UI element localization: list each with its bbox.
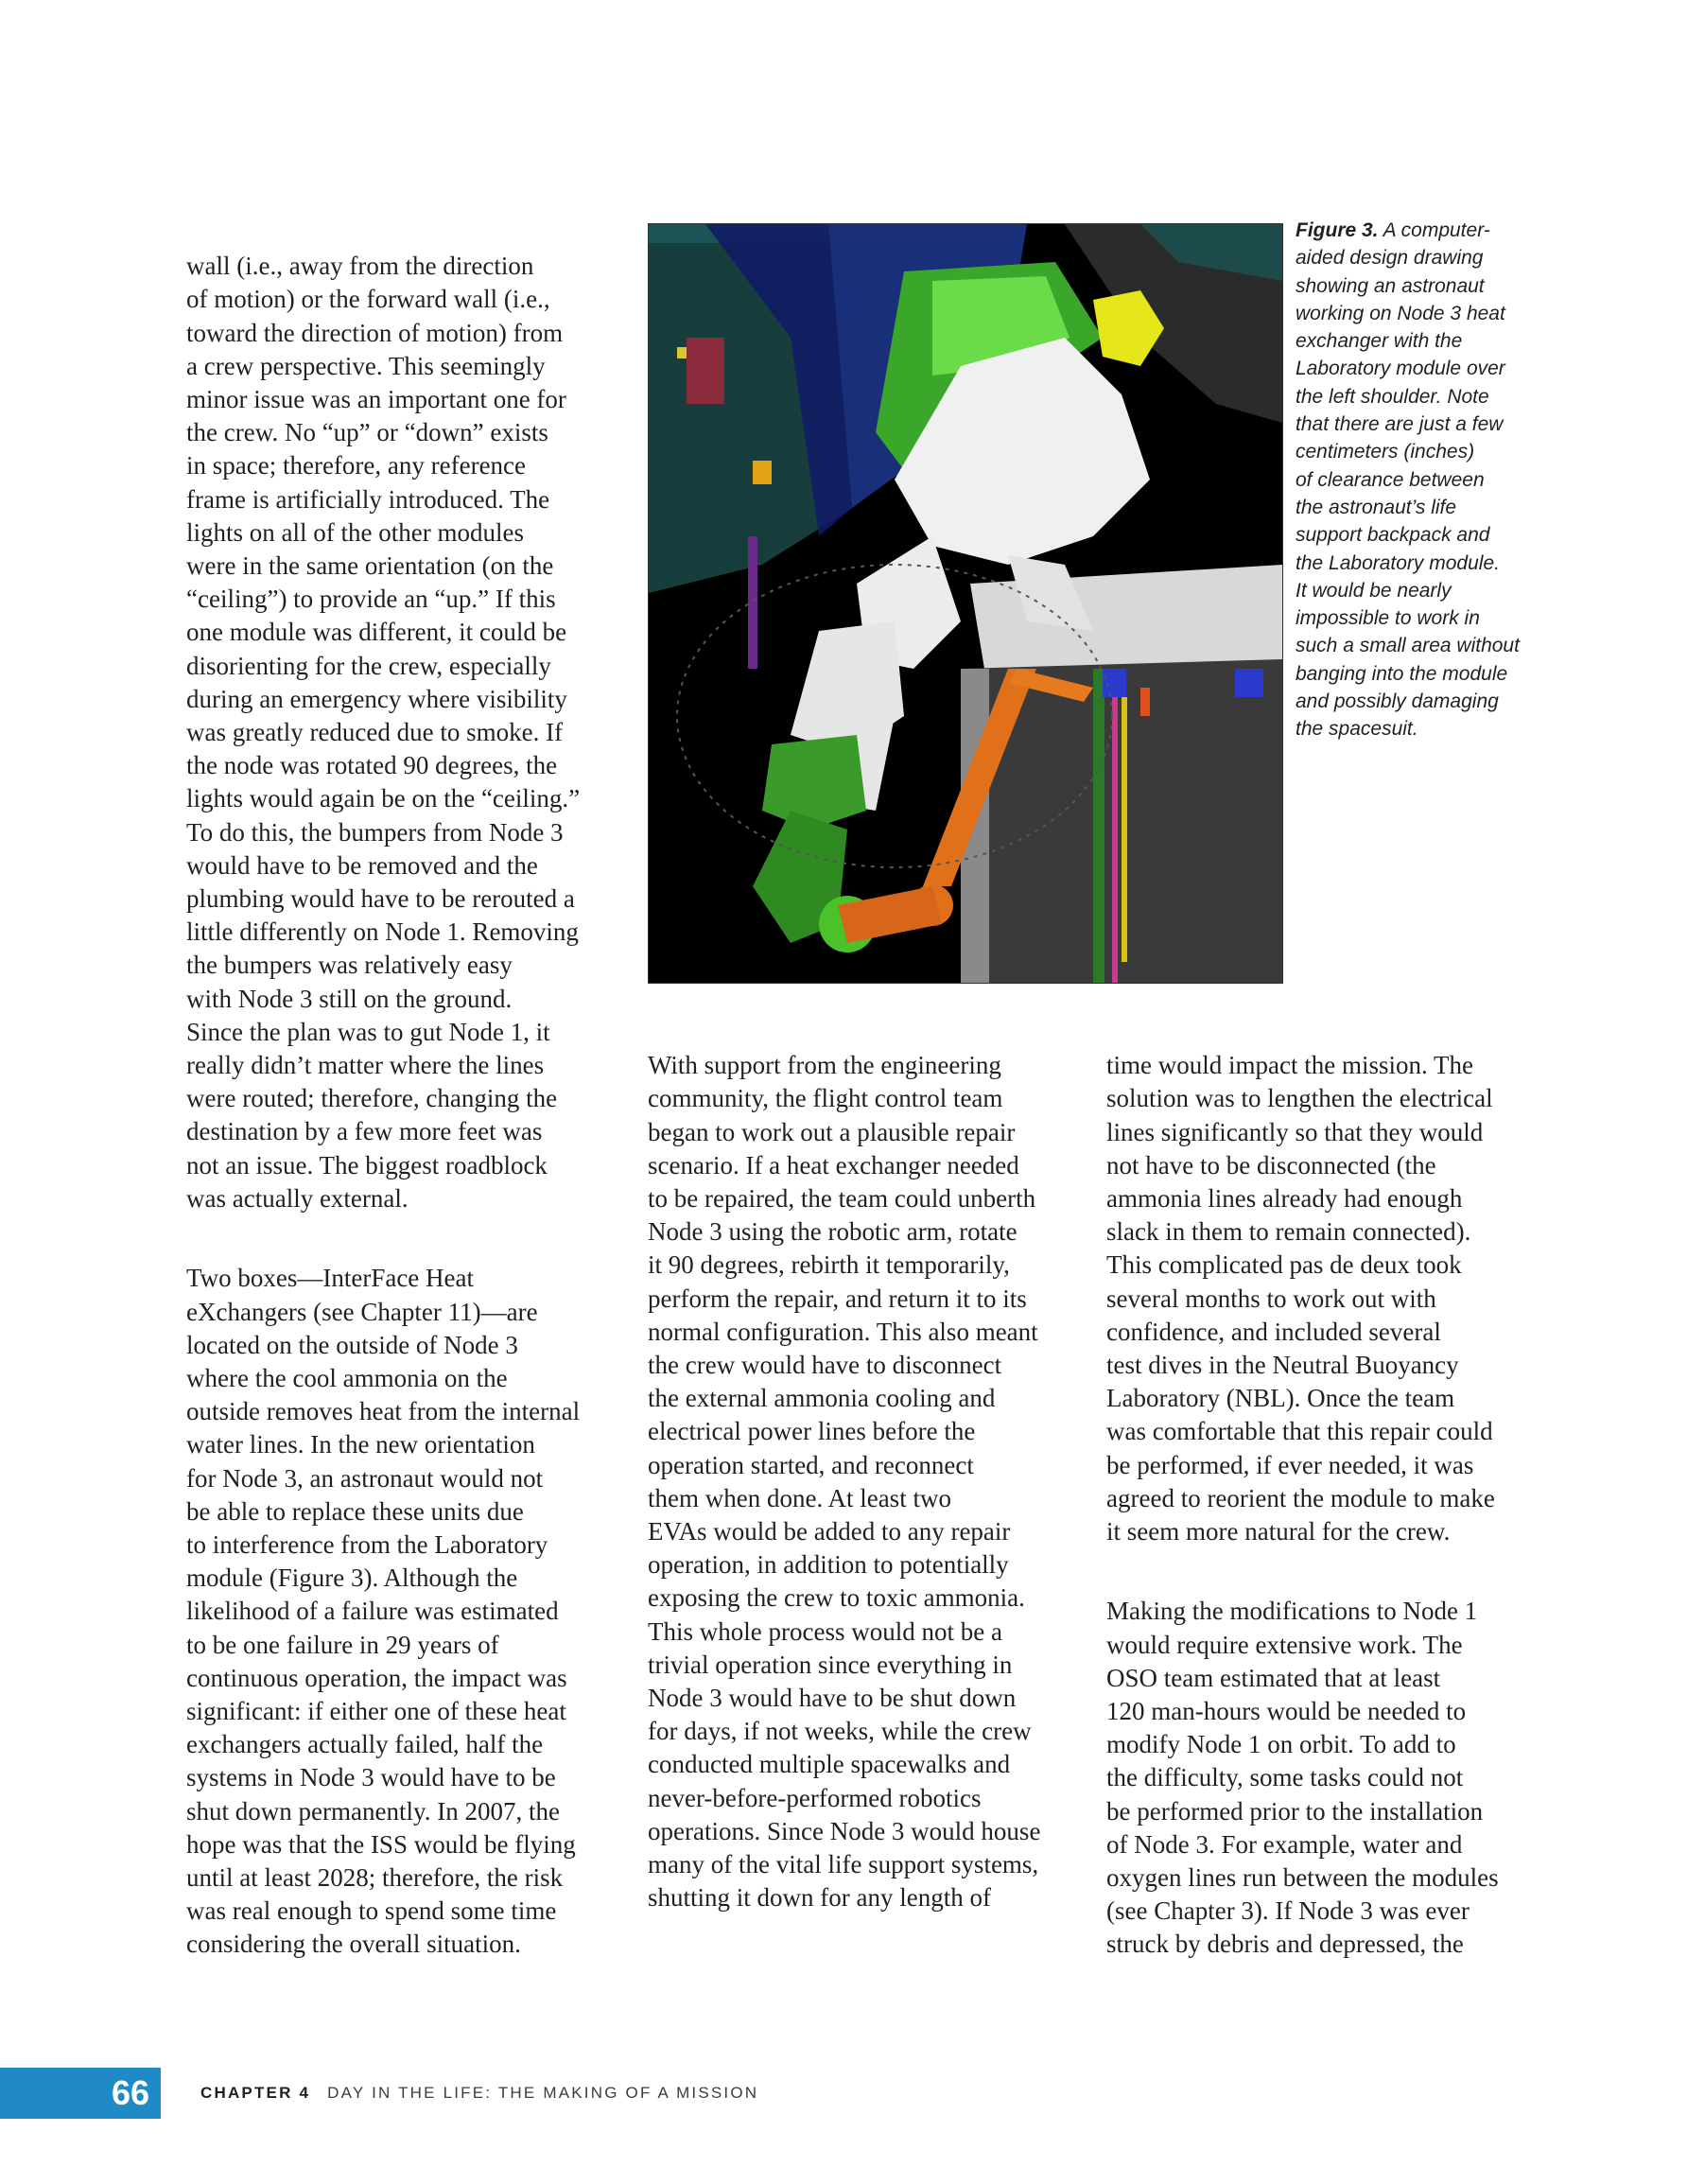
paragraph: With support from the engineering community, the flight control team began to work out a plausible repair scenario. If a heat exchanger needed to be repaired, the team could unberth Node 3 using the robotic arm, rotate it 90 degrees, rebirth it temporarily, perform the repair, and return it to its normal configuration. This also meant the crew would have to disconnect the external ammonia cooling and electrical power lines before the operation started, and reconnect them when done. At least two EVAs would be added to any repair operation, in addition to potentially exposing the crew to toxic ammonia. This whole process would not be a trivial operation since everything in Node 3 would have to be shut down for days, if not weeks, while the crew conducted multiple spacewalks and never-before-performed robotics operations. Since Node 3 would house many of the vital life support systems, shutting it down for any length of — [648, 1051, 1041, 1913]
body-column-right — [1106, 1016, 1551, 1995]
figure-label: Figure 3. — [1296, 219, 1379, 241]
running-footer — [200, 2084, 758, 2103]
figure-3-cad-image — [648, 223, 1283, 984]
page-number-tab — [0, 2068, 161, 2119]
body-column-middle — [648, 1016, 1092, 1948]
chapter-title: DAY IN THE LIFE: THE MAKING OF A MISSION — [327, 2084, 759, 2102]
page-number: 66 — [111, 2073, 149, 2112]
paragraph: Two boxes—InterFace Heat eXchangers (see Chapter 11)—are located on the outside of Node 3 where the cool ammonia on the outside removes heat from the internal water lines. In the new orientation for Node 3, an astronaut would not be able to replace these units due to interference from the Laboratory module (Figure 3). Although the likelihood of a failure was estimated to be one failure in 29 years of continuous operation, the impact was significant: if either one of these heat exchangers actually failed, half the systems in Node 3 would have to be shut down permanently. In 2007, the hope was that the ISS would be flying until at least 2028; therefore, the risk was real enough to spend some time considering the overall situation. — [186, 1264, 581, 1959]
paragraph: wall (i.e., away from the direction of motion) or the forward wall (i.e., toward the direction of motion) from a crew perspective. This seemingly minor issue was an important one for the crew. No “up” or “down” exists in space; therefore, any reference frame is artificially introduced. The lights on all of the other modules were in the same orientation (on the “ceiling”) to provide an “up.” If this one module was different, it could be disorienting for the crew, especially during an emergency where visibility was greatly reduced due to smoke. If the node was rotated 90 degrees, the lights would again be on the “ceiling.” To do this, the bumpers from Node 3 would have to be removed and the plumbing would have to be rerouted a little differently on Node 1. Removing the bumpers was relatively easy with Node 3 still on the ground. Since the plan was to gut Node 1, it really didn’t matter where the lines were routed; therefore, changing the destination by a few more feet was not an issue. The biggest roadblock was actually external. — [186, 252, 581, 1213]
figure-caption-text: A computer- aided design drawing showing an astronaut working on Node 3 heat exchanger with the Laboratory module over the left shoulder. Note that there are just a few centimeters (inches) of clearance between the astronaut’s life support backpack and the Laboratory module. It would be nearly impossible to work in such a small area without banging into the module and possibly damaging the spacesuit. — [1296, 219, 1520, 741]
cad-astronaut-illustration — [649, 224, 1282, 983]
body-column-left — [186, 217, 621, 1995]
figure-caption — [1296, 217, 1527, 743]
paragraph: time would impact the mission. The solution was to lengthen the electrical lines significantly so that they would not have to be disconnected (the ammonia lines already had enough slack in them to remain connected). This complicated pas de deux took several months to work out with confidence, and included several test dives in the Neutral Buoyancy Laboratory (NBL). Once the team was comfortable that this repair could be performed, if ever needed, it was agreed to reorient the module to make it seem more natural for the crew. — [1106, 1051, 1495, 1546]
chapter-label: CHAPTER 4 — [200, 2084, 311, 2102]
paragraph: Making the modifications to Node 1 would require extensive work. The OSO team estimated that at least 120 man-hours would be needed to modify Node 1 on orbit. To add to the difficulty, some tasks could not be performed prior to the installation of Node 3. For example, water and oxygen lines run between the modules (see Chapter 3). If Node 3 was ever struck by debris and depressed, the — [1106, 1597, 1499, 1959]
